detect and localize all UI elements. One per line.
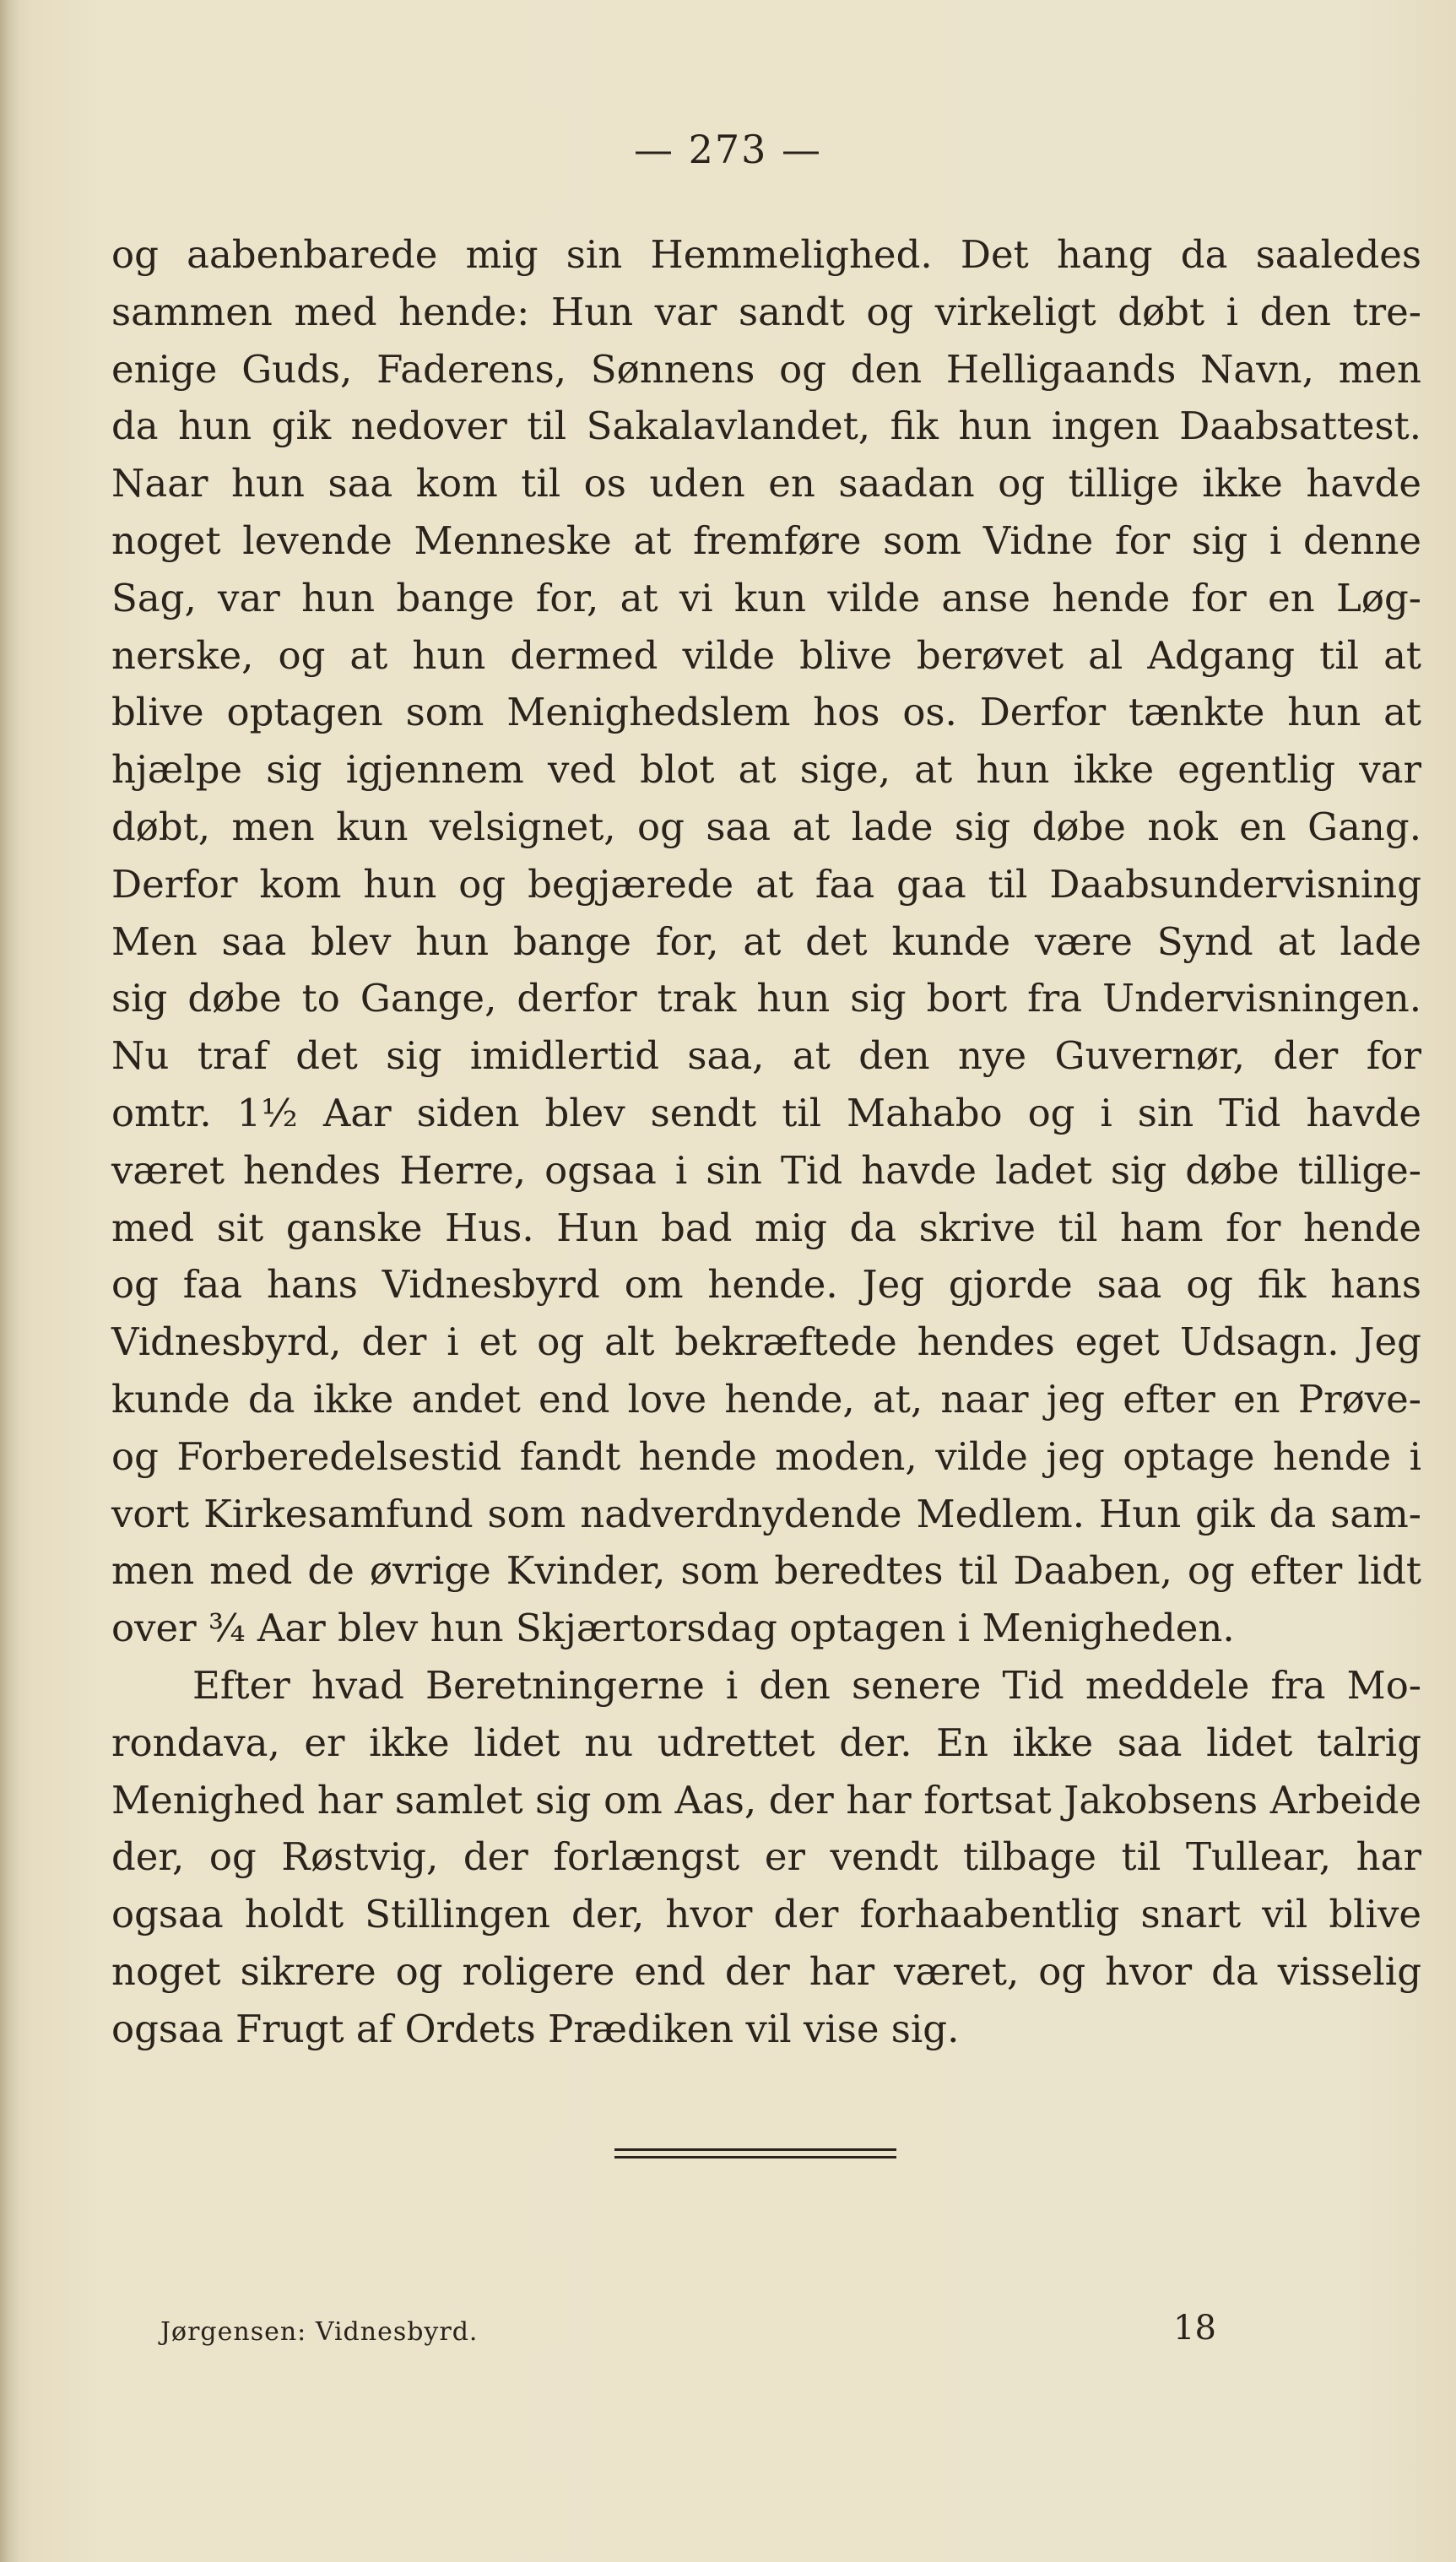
section-divider: [614, 2148, 896, 2160]
text-line: Men saa blev hun bange for, at det kunde være Synd at lade: [111, 918, 1421, 964]
text-line: døbt, men kun velsignet, og saa at lade sig døbe nok en Gang.: [111, 804, 1421, 849]
text-line: været hendes Herre, ogsaa i sin Tid havde ladet sig døbe tillige-: [111, 1147, 1421, 1193]
paragraph-start-line: Efter hvad Beretningerne i den senere Tid meddele fra Mo-: [192, 1662, 1421, 1708]
body-text: [111, 226, 1421, 2058]
text-line: da hun gik nedover til Sakalavlandet, fik hun ingen Daabsattest.: [111, 404, 1421, 449]
paragraph-end-line: ogsaa Frugt af Ordets Prædiken vil vise sig.: [111, 2006, 960, 2051]
divider-rule-top: [614, 2148, 896, 2151]
text-line: ogsaa holdt Stillingen der, hvor der forhaabentlig snart vil blive: [111, 1892, 1421, 1937]
text-line: hjælpe sig igjennem ved blot at sige, at hun ikke egentlig var: [111, 747, 1421, 793]
text-line: omtr. 1½ Aar siden blev sendt til Mahabo og i sin Tid havde: [111, 1090, 1421, 1135]
text-line: sammen med hende: Hun var sandt og virkeligt døbt i den tre-: [111, 289, 1421, 334]
text-line: og aabenbarede mig sin Hemmelighed. Det hang da saaledes: [111, 232, 1421, 277]
text-line: men med de øvrige Kvinder, som beredtes til Daaben, og efter lidt: [111, 1548, 1421, 1594]
paragraph-end-line: over ¾ Aar blev hun Skjærtorsdag optagen i Menigheden.: [111, 1606, 1235, 1651]
text-line: vort Kirkesamfund som nadverdnydende Medlem. Hun gik da sam-: [111, 1491, 1421, 1536]
text-line: noget sikrere og roligere end der har været, og hvor da visselig: [111, 1948, 1421, 1994]
text-line: Vidnesbyrd, der i et og alt bekræftede hendes eget Udsagn. Jeg: [111, 1319, 1421, 1365]
text-line: Menighed har samlet sig om Aas, der har fortsat Jakobsens Arbeide: [111, 1777, 1421, 1823]
text-line: Sag, var hun bange for, at vi kun vilde anse hende for en Løg-: [111, 575, 1421, 620]
text-line: nerske, og at hun dermed vilde blive berøvet al Adgang til at: [111, 632, 1421, 678]
text-line: blive optagen som Menighedslem hos os. Derfor tænkte hun at: [111, 690, 1421, 735]
text-line: sig døbe to Gange, derfor trak hun sig bort fra Undervisningen.: [111, 976, 1421, 1021]
text-line: der, og Røstvig, der forlængst er vendt tilbage til Tullear, har: [111, 1834, 1421, 1880]
footer-signature: Jørgensen: Vidnesbyrd.: [160, 2317, 479, 2347]
text-line: Derfor kom hun og begjærede at faa gaa til Daabsundervisning: [111, 861, 1421, 907]
text-line: Naar hun saa kom til os uden en saadan og tillige ikke havde: [111, 461, 1421, 506]
binding-edge: [0, 0, 19, 2562]
text-line: med sit ganske Hus. Hun bad mig da skrive til ham for hende: [111, 1205, 1421, 1250]
text-line: og faa hans Vidnesbyrd om hende. Jeg gjorde saa og fik hans: [111, 1262, 1421, 1308]
text-line: Nu traf det sig imidlertid saa, at den nye Guvernør, der for: [111, 1033, 1421, 1079]
text-line: rondava, er ikke lidet nu udrettet der. En ikke saa lidet talrig: [111, 1720, 1421, 1765]
page-number: — 273 —: [633, 127, 823, 172]
divider-rule-bottom: [614, 2156, 896, 2158]
text-line: og Forberedelsestid fandt hende moden, vilde jeg optage hende i: [111, 1433, 1421, 1479]
text-line: kunde da ikke andet end love hende, at, naar jeg efter en Prøve-: [111, 1376, 1421, 1422]
text-line: enige Guds, Faderens, Sønnens og den Helligaands Navn, men: [111, 346, 1421, 392]
sheet-number: 18: [1173, 2309, 1216, 2348]
text-line: noget levende Menneske at fremføre som Vidne for sig i denne: [111, 517, 1421, 563]
